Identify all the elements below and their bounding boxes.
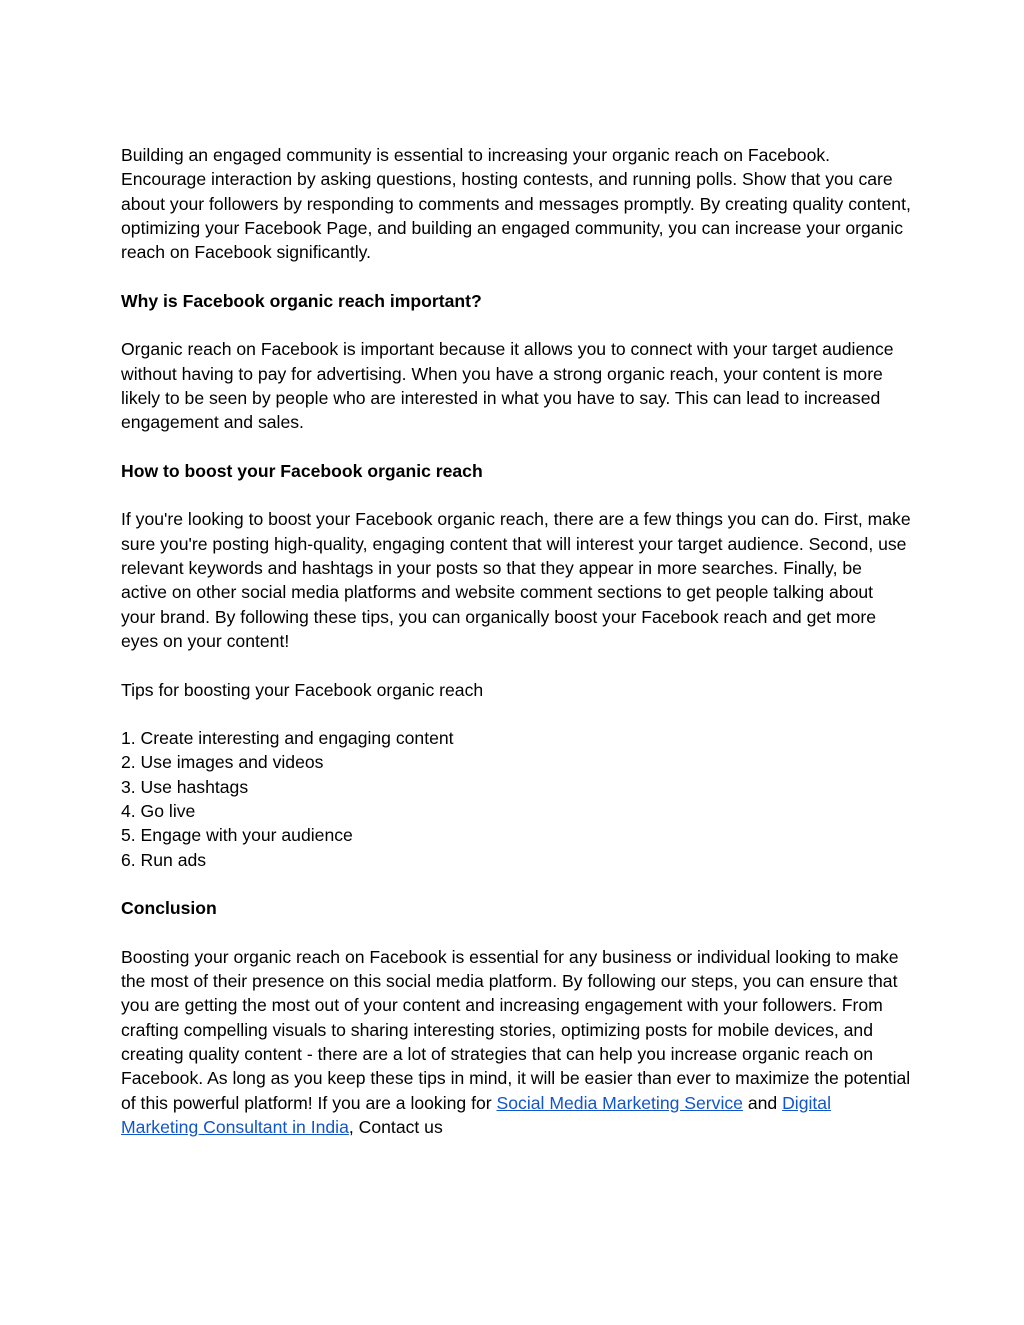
intro-paragraph: Building an engaged community is essential to increasing your organic reach on Facebook. Encourage interaction by asking questions, hosting contests, and running polls. Show that you care about your followers by responding to comments and messages promptly. By creating quality content, optimizing your Facebook Page, and building an engaged community, you can increase your organic reach on Facebook significantly.: [121, 145, 911, 263]
tips-list: [121, 726, 911, 872]
digital-marketing-consultant-link[interactable]: Digital Marketing Consultant in India: [121, 1092, 831, 1137]
conclusion-paragraph: [121, 945, 911, 1139]
list-item: 5. Engage with your audience: [121, 825, 353, 846]
closing-text: , Contact us: [348, 1116, 443, 1137]
document-page: [121, 143, 911, 1163]
how-paragraph: If you're looking to boost your Facebook organic reach, there are a few things you can do. First, make sure you're posting high-quality, engaging content that will interest your target audience. Second, use relevant keywords and hashtags in your posts so that they appear in more searches. Finally, be active on other social media platforms and website comment sections to get people talking about your brand. By following these tips, you can organically boost your Facebook reach and get more eyes on your content!: [121, 509, 911, 651]
list-item: 6. Run ads: [121, 849, 207, 870]
conjunction-text: and: [742, 1092, 783, 1113]
list-item: 2. Use images and videos: [121, 752, 324, 773]
tips-intro: Tips for boosting your Facebook organic reach: [121, 679, 484, 700]
why-paragraph: Organic reach on Facebook is important because it allows you to connect with your target audience without having to pay for advertising. When you have a strong organic reach, your content is more likely to be seen by people who are interested in what you have to say. This can lead to increased engagement and sales.: [121, 339, 894, 433]
list-item: 1. Create interesting and engaging content: [121, 728, 454, 749]
list-item: 3. Use hashtags: [121, 776, 249, 797]
heading-why-organic-reach: Why is Facebook organic reach important?: [121, 290, 482, 311]
social-media-marketing-link[interactable]: Social Media Marketing Service: [496, 1092, 743, 1113]
list-item: 4. Go live: [121, 801, 196, 822]
heading-how-to-boost: How to boost your Facebook organic reach: [121, 460, 483, 481]
heading-conclusion: Conclusion: [121, 898, 217, 919]
conclusion-text: Boosting your organic reach on Facebook is essential for any business or individual looking to make the most of their presence on this social media platform. By following our steps, you can ensure that you are getting the most out of your content and increasing engagement with your followers. From crafting compelling visuals to sharing interesting stories, optimizing posts for mobile devices, and creating quality content - there are a lot of strategies that can help you increase organic reach on Facebook. As long as you keep these tips in mind, it will be easier than ever to maximize the potential of this powerful platform! If you are a looking for: [121, 946, 911, 1113]
